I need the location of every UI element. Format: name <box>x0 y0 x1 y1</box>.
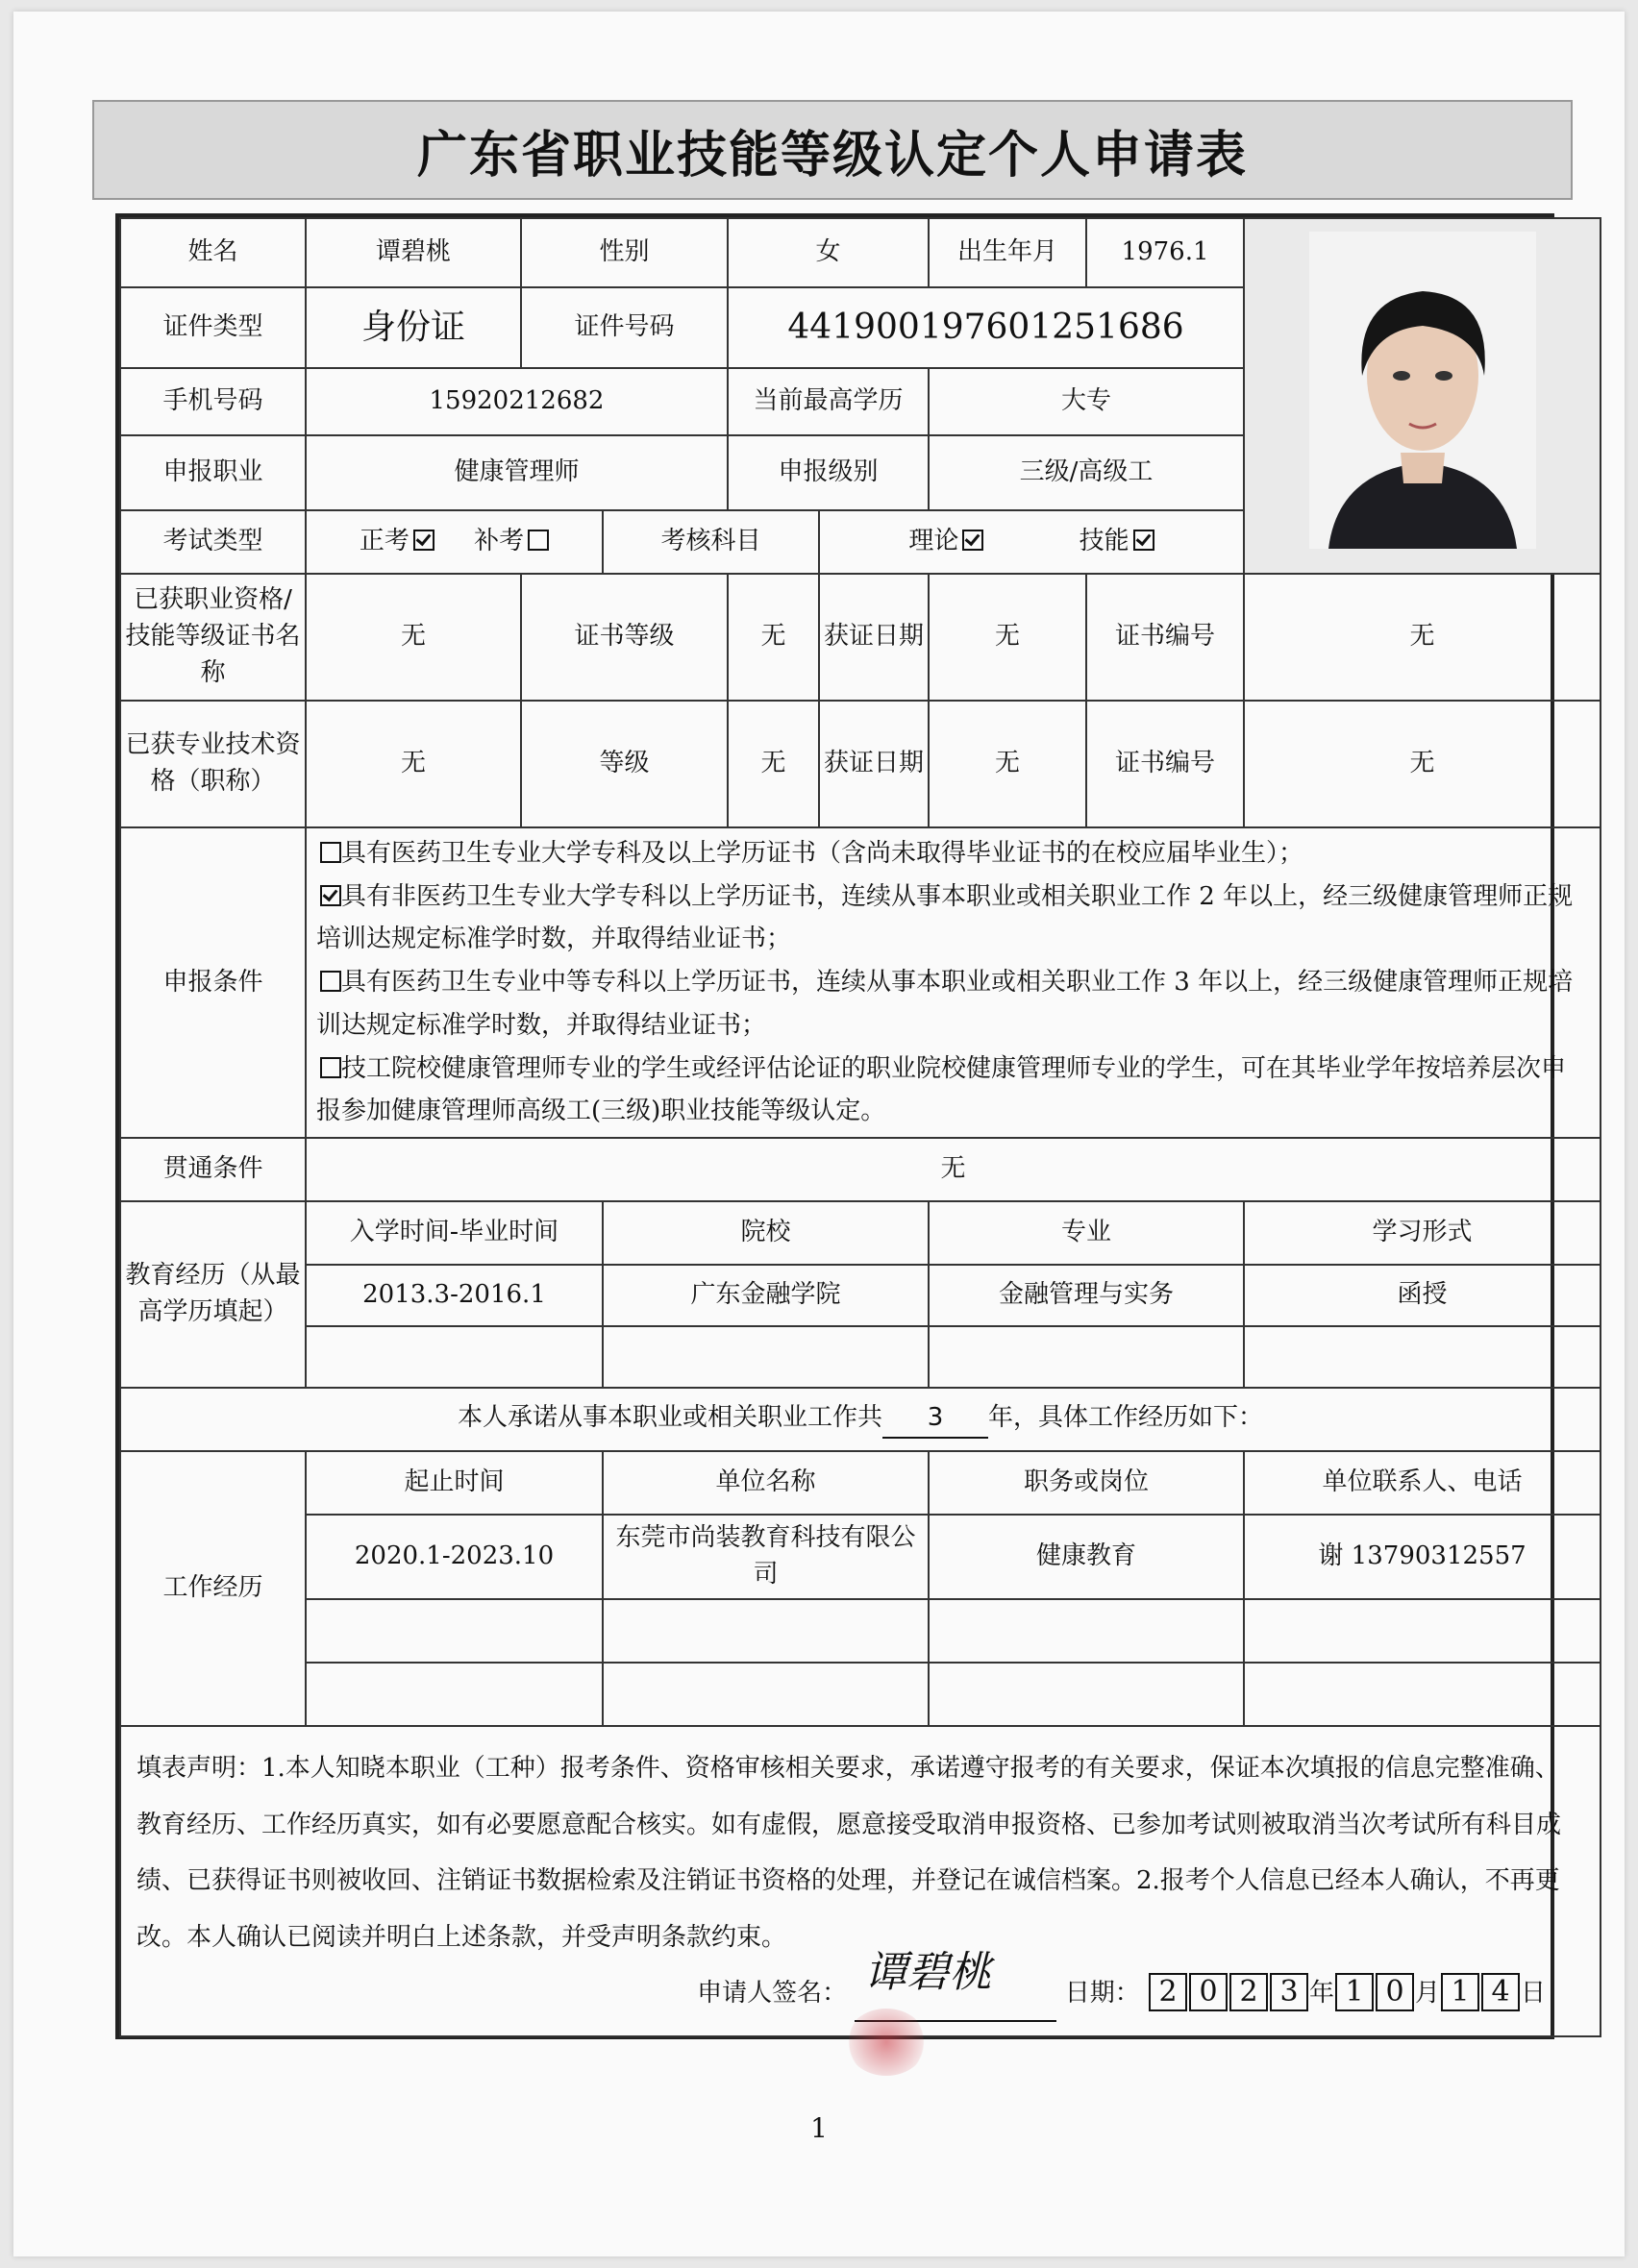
work-empty-cell <box>306 1663 603 1726</box>
work-empty-cell <box>306 1599 603 1663</box>
promise-years: 3 <box>882 1400 988 1439</box>
education-mode: 函授 <box>1244 1265 1601 1326</box>
work-label: 工作经历 <box>120 1451 306 1726</box>
condition-2-text: 具有非医药卫生专业大学专科以上学历证书，连续从事本职业或相关职业工作 2 年以上，经三级健康管理师正规培训达规定标准学时数，并取得结业证书； <box>316 881 1574 954</box>
condition-1-checkbox[interactable] <box>320 842 341 863</box>
condition-4-text: 技工院校健康管理师专业的学生或经评估论证的职业院校健康管理师专业的学生，可在其毕业学年按培养层次申报参加健康管理师高级工(三级)职业技能等级认定。 <box>316 1053 1567 1126</box>
exam-makeup-label: 补考 <box>474 527 525 556</box>
education-label: 教育经历（从最高学历填起） <box>120 1201 306 1388</box>
phone-value: 15920212682 <box>306 368 728 435</box>
level-label: 申报级别 <box>728 435 929 510</box>
exam-makeup-checkbox[interactable] <box>528 530 549 551</box>
promise-before: 本人承诺从事本职业或相关职业工作共 <box>458 1403 883 1433</box>
work-period: 2020.1-2023.10 <box>306 1515 603 1599</box>
conditions-label: 申报条件 <box>120 827 306 1138</box>
work-header-company: 单位名称 <box>603 1451 929 1515</box>
condition-3-text: 具有医药卫生专业中等专科以上学历证书，连续从事本职业或相关职业工作 3 年以上，经三级健康管理师正规培训达规定标准学时数，并取得结业证书； <box>316 968 1574 1040</box>
qualification-name: 无 <box>306 574 521 701</box>
subject-theory-label: 理论 <box>908 527 959 556</box>
education-empty-cell <box>1244 1326 1601 1388</box>
education-empty-cell <box>603 1326 929 1388</box>
education-level-value: 大专 <box>929 368 1244 435</box>
exam-regular-checkbox[interactable] <box>413 530 434 551</box>
id-type-label: 证件类型 <box>120 287 306 368</box>
condition-2-checkbox[interactable] <box>320 885 341 906</box>
name-label: 姓名 <box>120 218 306 287</box>
education-header-mode: 学习形式 <box>1244 1201 1601 1265</box>
month-unit: 月 <box>1415 1979 1441 2009</box>
year-digit: 0 <box>1189 1973 1228 2011</box>
education-header-period: 入学时间-毕业时间 <box>306 1201 603 1265</box>
condition-item <box>316 1048 1590 1133</box>
year-digit: 2 <box>1229 1973 1268 2011</box>
job-value: 健康管理师 <box>306 435 728 510</box>
declaration-text: 填表声明：1.本人知晓本职业（工种）报考条件、资格审核相关要求，承诺遵守报考的有关要求，保证本次填报的信息完整准确、教育经历、工作经历真实，如有必要愿意配合核实。如有虚假，愿意接受取消申报资格、已参加考试则被取消当次考试所有科目成绩、已获得证书则被收回、注销证书数据检索及注销证书资格的处理，并登记在诚信档案。2.报考个人信息已经本人确认，不再更改。本人确认已阅读并明白上述条款，并受声明条款约束。 <box>136 1754 1562 1952</box>
work-header-position: 职务或岗位 <box>929 1451 1244 1515</box>
work-contact: 谢 13790312557 <box>1244 1515 1601 1599</box>
work-empty-cell <box>603 1599 929 1663</box>
exam-type-label: 考试类型 <box>120 510 306 574</box>
signature-name: 谭碧桃 <box>864 1947 992 1997</box>
qualification-grade: 无 <box>728 574 819 701</box>
qualification-date-label: 获证日期 <box>819 574 929 701</box>
work-empty-cell <box>1244 1599 1601 1663</box>
education-school: 广东金融学院 <box>603 1265 929 1326</box>
conditions-list <box>306 827 1601 1138</box>
work-empty-cell <box>929 1663 1244 1726</box>
day-digit: 4 <box>1481 1973 1520 2011</box>
fingerprint-stamp <box>846 2009 927 2076</box>
work-position: 健康教育 <box>929 1515 1244 1599</box>
exam-type-options <box>306 510 603 574</box>
qualification-date: 无 <box>929 574 1086 701</box>
id-type-value: 身份证 <box>306 287 521 368</box>
subject-theory-checkbox[interactable] <box>962 530 983 551</box>
condition-item <box>316 961 1590 1047</box>
job-label: 申报职业 <box>120 435 306 510</box>
signature-row <box>136 1947 1584 2022</box>
gender-label: 性别 <box>521 218 728 287</box>
work-company: 东莞市尚装教育科技有限公司 <box>603 1515 929 1599</box>
form-title-bar <box>92 100 1573 200</box>
title-no-label: 证书编号 <box>1086 701 1244 827</box>
education-empty-cell <box>929 1326 1244 1388</box>
form-title: 广东省职业技能等级认定个人申请表 <box>416 126 1248 185</box>
qualification-no-label: 证书编号 <box>1086 574 1244 701</box>
title-grade-label: 等级 <box>521 701 728 827</box>
day-unit: 日 <box>1521 1979 1547 2009</box>
year-digit: 3 <box>1270 1973 1308 2011</box>
title-qualification-name: 无 <box>306 701 521 827</box>
through-label: 贯通条件 <box>120 1138 306 1201</box>
work-header-contact: 单位联系人、电话 <box>1244 1451 1601 1515</box>
qualification-grade-label: 证书等级 <box>521 574 728 701</box>
id-number-label: 证件号码 <box>521 287 728 368</box>
signature-label: 申请人签名： <box>697 1979 848 2009</box>
work-empty-cell <box>1244 1663 1601 1726</box>
level-value: 三级/高级工 <box>929 435 1244 510</box>
title-grade: 无 <box>728 701 819 827</box>
page-number: 1 <box>810 2112 828 2144</box>
education-period: 2013.3-2016.1 <box>306 1265 603 1326</box>
subject-skill-label: 技能 <box>1079 527 1129 556</box>
work-empty-cell <box>929 1599 1244 1663</box>
declaration-cell <box>120 1726 1601 2036</box>
promise-after: 年，具体工作经历如下： <box>988 1403 1264 1433</box>
month-digit: 1 <box>1335 1973 1374 2011</box>
condition-1-text: 具有医药卫生专业大学专科及以上学历证书（含尚未取得毕业证书的在校应届毕业生）； <box>341 839 1304 868</box>
application-form <box>115 213 1574 2039</box>
birth-value: 1976.1 <box>1086 218 1244 287</box>
day-digit: 1 <box>1441 1973 1479 2011</box>
education-header-school: 院校 <box>603 1201 929 1265</box>
education-header-major: 专业 <box>929 1201 1244 1265</box>
work-header-period: 起止时间 <box>306 1451 603 1515</box>
through-value: 无 <box>306 1138 1601 1201</box>
subject-options <box>819 510 1244 574</box>
year-digit: 2 <box>1149 1973 1187 2011</box>
birth-label: 出生年月 <box>929 218 1086 287</box>
year-unit: 年 <box>1309 1979 1335 2009</box>
subject-label: 考核科目 <box>603 510 819 574</box>
qualification-label: 已获职业资格/技能等级证书名称 <box>120 574 306 701</box>
gender-value: 女 <box>728 218 929 287</box>
qualification-no: 无 <box>1244 574 1601 701</box>
condition-4-checkbox[interactable] <box>320 1057 341 1078</box>
education-major: 金融管理与实务 <box>929 1265 1244 1326</box>
title-date-label: 获证日期 <box>819 701 929 827</box>
id-number-value: 441900197601251686 <box>728 287 1244 368</box>
work-empty-cell <box>603 1663 929 1726</box>
month-digit: 0 <box>1376 1973 1414 2011</box>
form-table <box>119 217 1601 2037</box>
title-qualification-label: 已获专业技术资格（职称） <box>120 701 306 827</box>
title-date: 无 <box>929 701 1086 827</box>
portrait-image <box>1309 232 1536 549</box>
work-promise <box>120 1388 1601 1451</box>
date-label: 日期： <box>1064 1979 1140 2009</box>
name-value: 谭碧桃 <box>306 218 521 287</box>
condition-item <box>316 875 1590 961</box>
exam-regular-label: 正考 <box>359 527 410 556</box>
phone-label: 手机号码 <box>120 368 306 435</box>
education-level-label: 当前最高学历 <box>728 368 929 435</box>
subject-skill-checkbox[interactable] <box>1133 530 1154 551</box>
id-photo <box>1244 218 1601 574</box>
condition-item <box>316 832 1590 875</box>
title-no: 无 <box>1244 701 1601 827</box>
condition-3-checkbox[interactable] <box>320 971 341 992</box>
education-empty-cell <box>306 1326 603 1388</box>
